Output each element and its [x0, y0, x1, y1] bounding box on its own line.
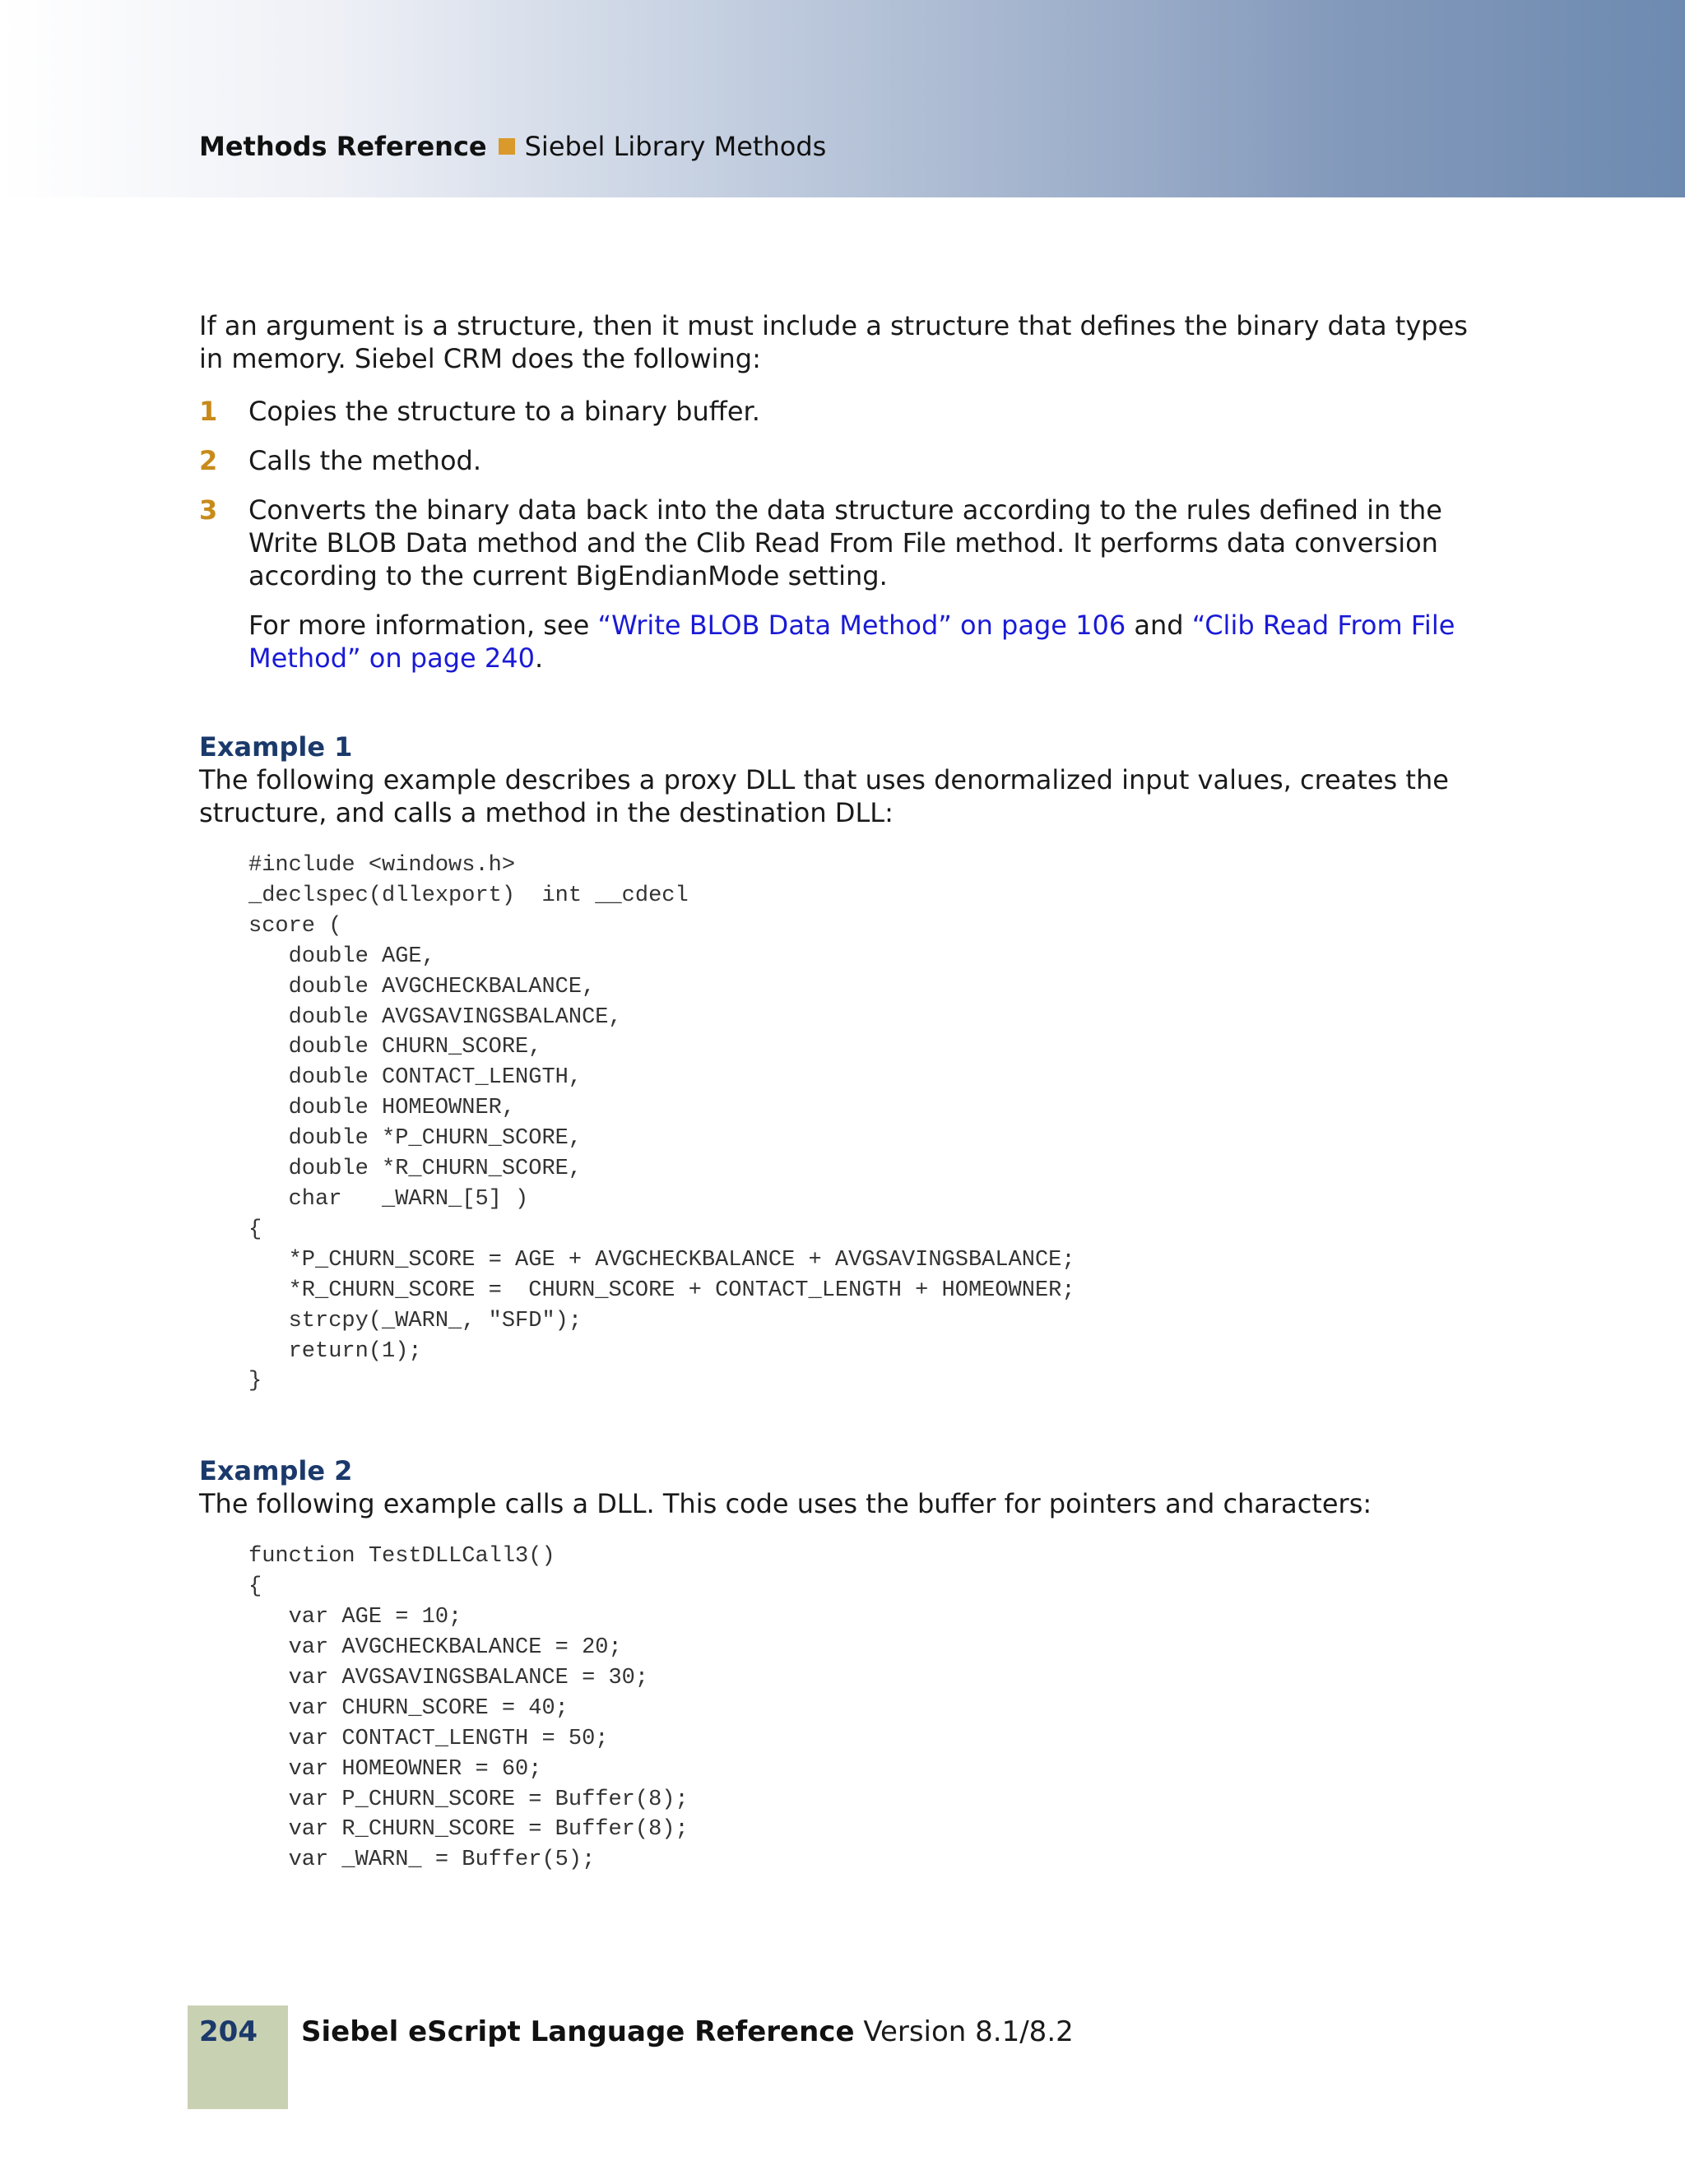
step-text: Converts the binary data back into the data structure according to the rules defined in the Write BLOB Data method and the Clib Read From File method. It performs data conversion according to the current BigEndianMode setting. [248, 494, 1442, 591]
example-1-heading: Example 1 [199, 731, 353, 763]
header-section: Methods Reference [199, 131, 487, 162]
steps-list [199, 395, 1483, 592]
example-2-code: function TestDLLCall3() { var AGE = 10; var AVGCHECKBALANCE = 20; var AVGSAVINGSBALANCE = 30; var CHURN_SCORE = 40; var CONTACT_LENGTH = 50; var HOMEOWNER = 60; var P_CHURN_SCORE = Buffer(8); var R_CHURN_SCORE = Buffer(8); var _WARN_ = Buffer(5); [248, 1544, 689, 1873]
book-version: Version 8.1/8.2 [854, 2015, 1074, 2048]
more-info-note [199, 609, 1483, 675]
step-number: 1 [199, 396, 218, 427]
running-header [199, 128, 826, 165]
list-item [199, 494, 1483, 592]
list-item [199, 395, 1483, 428]
clib-read-from-file-link[interactable]: “Clib Read From File Method” on page 240 [248, 610, 1455, 674]
note-middle: and [1126, 610, 1192, 641]
header-subsection: Siebel Library Methods [524, 131, 827, 162]
step-text: Copies the structure to a binary buffer. [248, 396, 760, 427]
list-item [199, 444, 1483, 477]
step-number: 2 [199, 445, 218, 476]
example-2-description: The following example calls a DLL. This code uses the buffer for pointers and characters: [199, 1488, 1372, 1520]
book-title: Siebel eScript Language Reference [301, 2015, 855, 2048]
note-suffix: . [534, 642, 544, 674]
footer-title [301, 2014, 1074, 2050]
header-square-bullet [499, 138, 515, 155]
write-blob-data-link[interactable]: “Write BLOB Data Method” on page 106 [597, 610, 1126, 641]
note-prefix: For more information, see [248, 610, 598, 641]
step-number: 3 [199, 494, 218, 526]
step-text: Calls the method. [248, 445, 482, 476]
example-2-heading: Example 2 [199, 1455, 353, 1487]
page-number: 204 [199, 2015, 258, 2048]
page-body [199, 309, 1483, 1876]
header-band [0, 0, 1685, 197]
intro-paragraph: If an argument is a structure, then it must include a structure that defines the binary data types in memory. Siebel CRM does the following: [199, 310, 1468, 374]
example-1-description: The following example describes a proxy DLL that uses denormalized input values, creates the structure, and calls a method in the destination DLL: [199, 764, 1449, 828]
example-1-code: #include <windows.h> _declspec(dllexport) int __cdecl score ( double AGE, double AVGCHECKBALANCE, double AVGSAVINGSBALANCE, double CHURN_SCORE, double CONTACT_LENGTH, double HOMEOWNER, double *P_CHURN_SCORE, double *R_CHURN_SCORE, char _WARN_[5] ) { *P_CHURN_SCORE = AGE + AVGCHECKBALANCE + AVGSAVINGSBALANCE; *R_CHURN_SCORE = CHURN_SCORE + CONTACT_LENGTH + HOMEOWNER; strcpy(_WARN_, "SFD"); return(1); } [248, 853, 1075, 1394]
